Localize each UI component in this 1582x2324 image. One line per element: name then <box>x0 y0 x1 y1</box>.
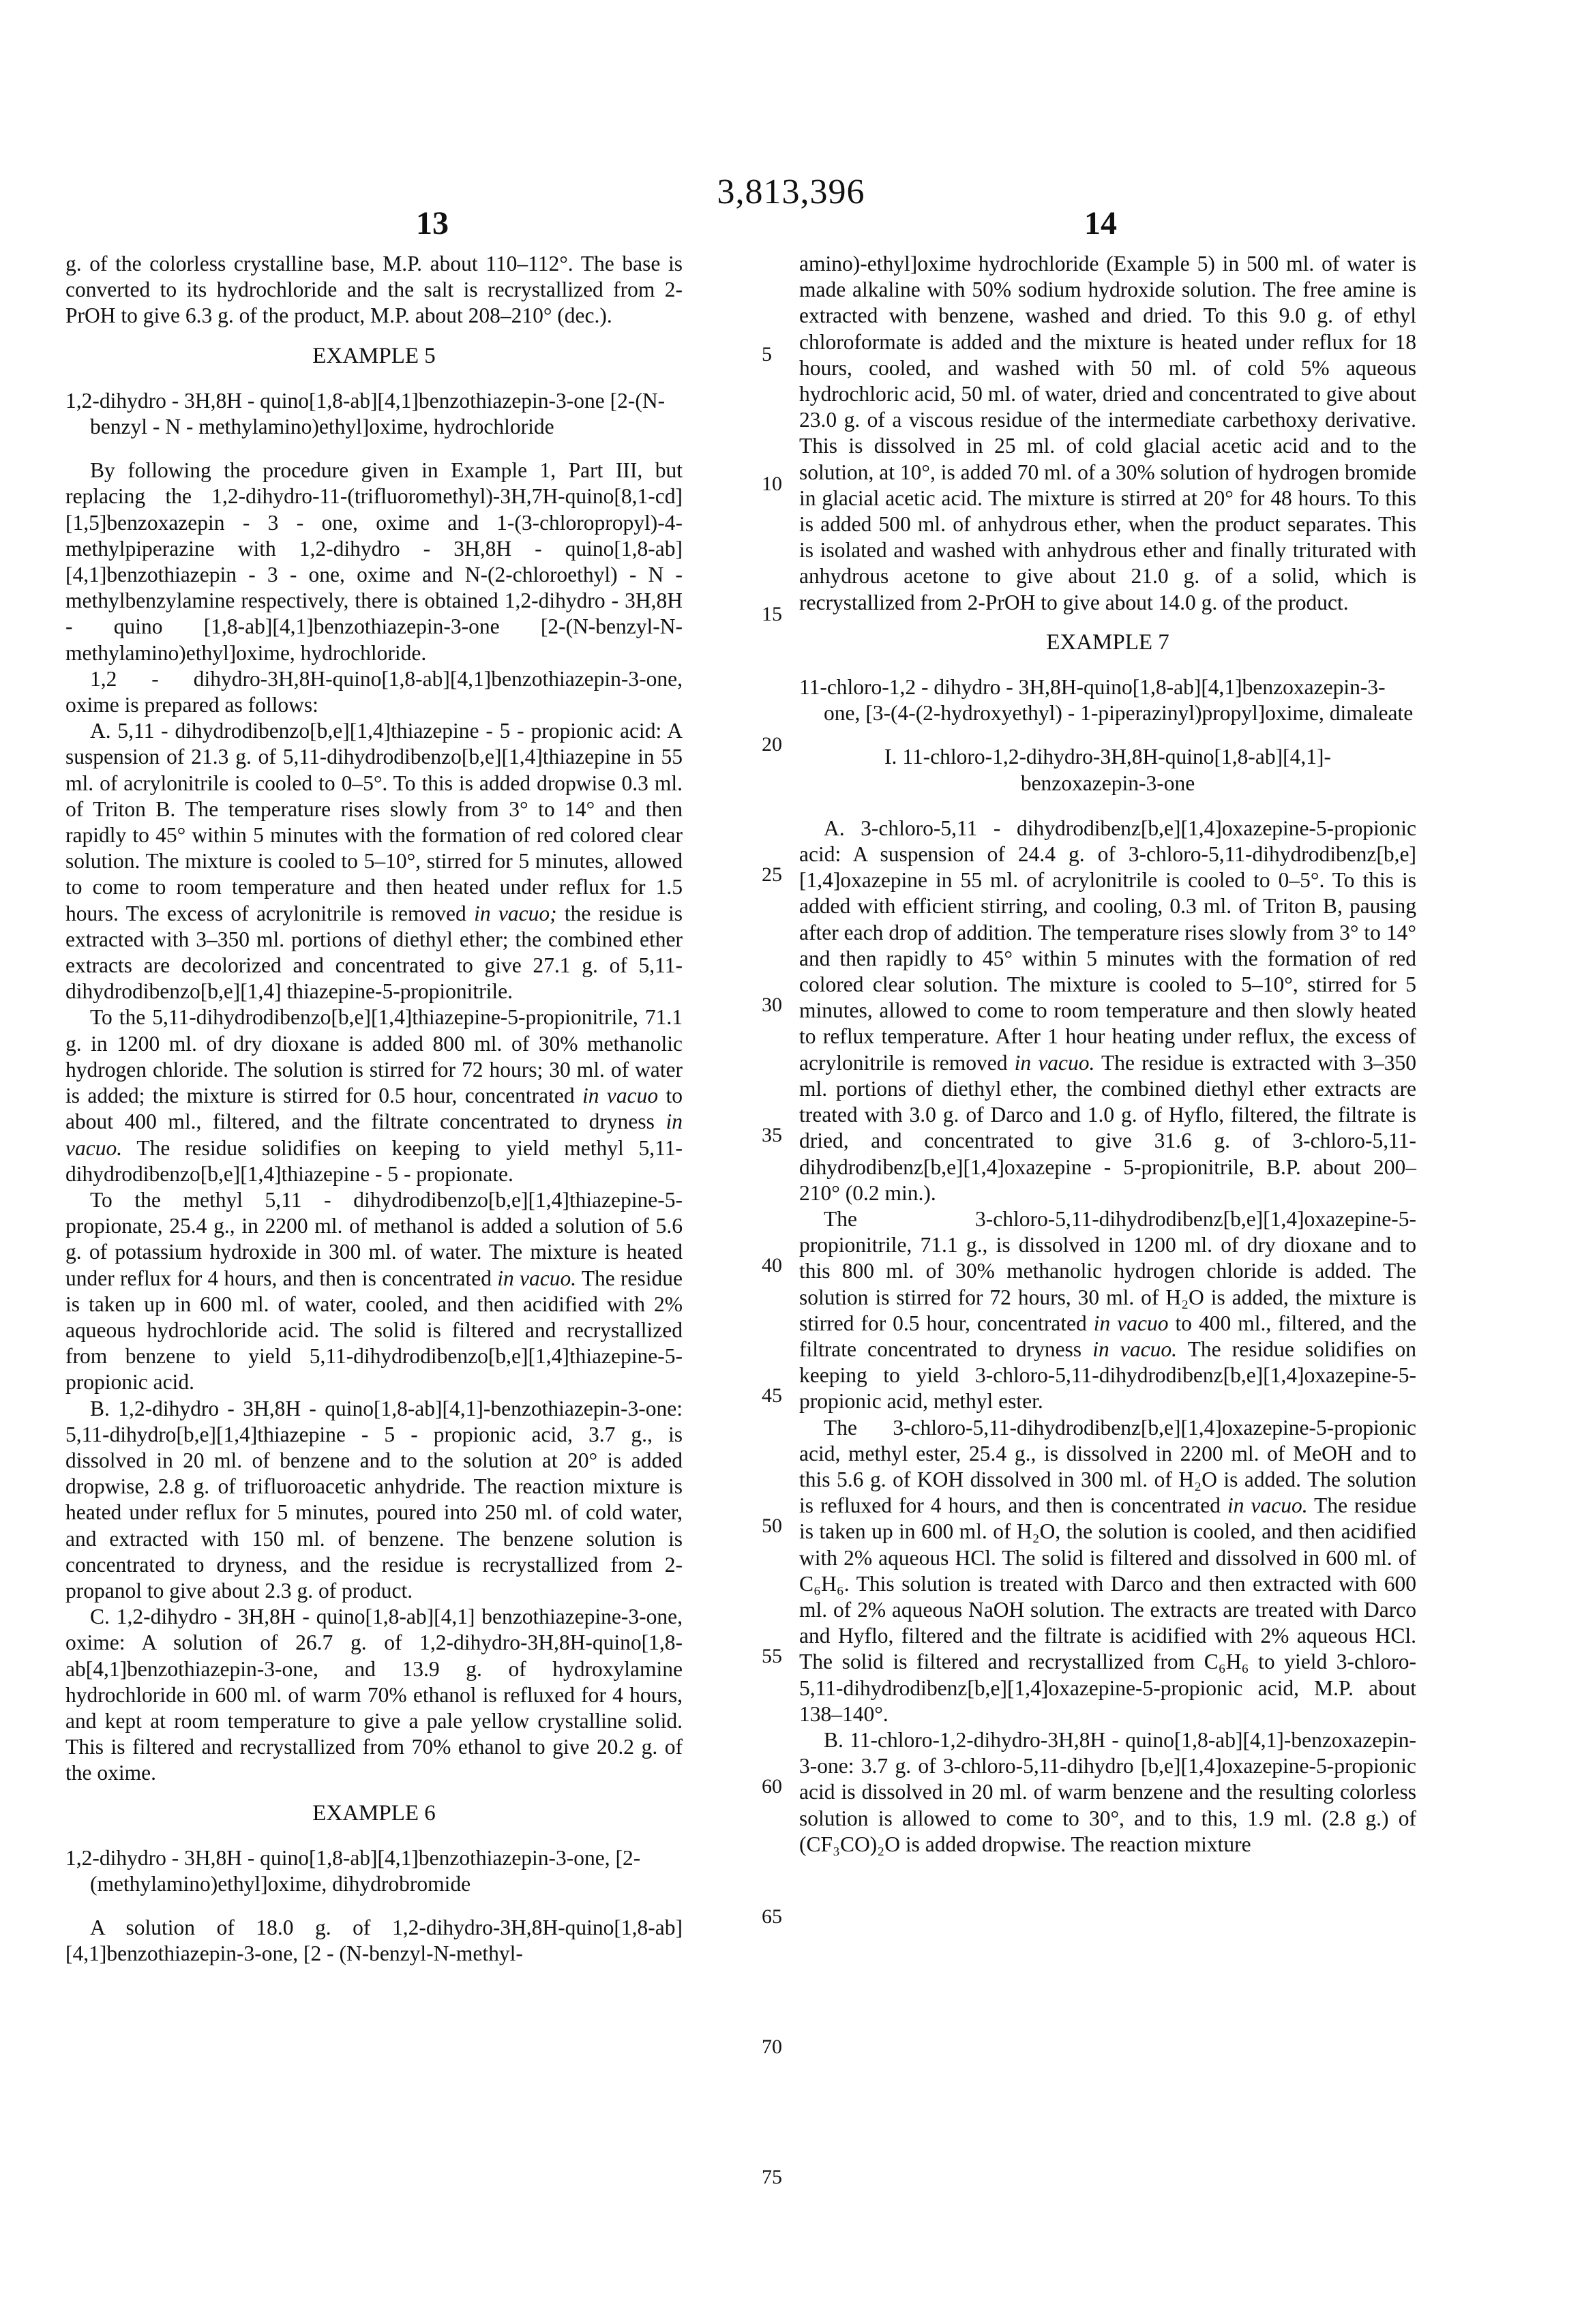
line-number: 75 <box>762 2166 782 2188</box>
paragraph: A solution of 18.0 g. of 1,2-dihydro-3H,8H-quino[1,8-ab][4,1]benzothiazepin-3-one, [2 - (N-benzyl-N-methyl- <box>65 1916 683 1966</box>
paragraph: B. 1,2-dihydro - 3H,8H - quino[1,8-ab][4,1]-benzothiazepin-3-one: 5,11-dihydro[b,e][1,4]thiazepine - 5 - propionic acid, 3.7 g., is dissolved in 20 ml. of benzene and to the solution at 20° is added dropwise, 2.8 g. of trifluoroacetic anhydride. The reaction mixture is heated under reflux for 5 minutes, poured into 250 ml. of cold water, and extracted with 150 ml. of benzene. The benzene solution is concentrated to dryness, and the residue is recrystallized from 2-propanol to give about 2.3 g. of product. <box>65 1396 683 1603</box>
column-number-left: 13 <box>416 205 449 241</box>
line-number: 65 <box>762 1905 782 1928</box>
paragraph <box>799 816 1416 1206</box>
paragraph: g. of the colorless crystalline base, M.P. about 110–112°. The base is converted to its hydrochloride and the salt is recrystallized from 2-PrOH to give 6.3 g. of the product, M.P. about 208–210° (dec.). <box>65 252 683 328</box>
line-number: 50 <box>762 1515 782 1537</box>
text-run: The residue solidifies on keeping to yield 3-chloro-5,11-dihydrodibenz[b,e][1,4]oxazepine-5-propionic acid, methyl ester. <box>799 1337 1417 1414</box>
italic-text: in vacuo <box>582 1084 659 1108</box>
example-5-heading: EXAMPLE 5 <box>312 343 436 368</box>
text-run: The residue is taken up in 600 ml. of H₂O, the solution is cooled, and then acidified with 2% aqueous HCl. The solid is filtered and dissolved in 600 ml. of C₆H₆. This solution is treated with Darco and then extracted with 600 ml. of 2% aqueous NaOH solution. The extracts are treated with Darco and Hyflo, filtered and the filtrate is acidified with 2% aqueous HCl. The solid is filtered and recrystallized from C₆H₆ to yield 3-chloro-5,11-dihydrodibenz[b,e][1,4]oxazepine-5-propionic acid, M.P. about 138–140°. <box>799 1493 1417 1726</box>
line-number: 20 <box>762 733 782 756</box>
italic-text: in vacuo. <box>1014 1050 1095 1075</box>
text-run: The residue solidifies on keeping to yield methyl 5,11-dihydrodibenzo[b,e][1,4]thiazepine - 5 - propionate. <box>65 1135 683 1186</box>
text-run: to about 400 ml., filtered, and the filtrate concentrated to dryness <box>65 1084 683 1134</box>
paragraph: 1,2 - dihydro-3H,8H-quino[1,8-ab][4,1]benzothiazepin-3-one, oxime is prepared as follows: <box>65 666 683 717</box>
line-number: 10 <box>762 473 782 495</box>
paragraph: C. 1,2-dihydro - 3H,8H - quino[1,8-ab][4,1] benzothiazepine-3-one, oxime: A solution of 26.7 g. of 1,2-dihydro-3H,8H-quino[1,8-ab[4,1]benzothiazepin-3-one, and 13.9 g. of hydroxylamine hydrochloride in 600 ml. of warm 70% ethanol is refluxed for 4 hours, and kept at room temperature to give a pale yellow crystalline solid. This is filtered and recrystallized from 70% ethanol to give 20.2 g. of the oxime. <box>65 1605 683 1785</box>
example-5-title: 1,2-dihydro - 3H,8H - quino[1,8-ab][4,1]benzothiazepin-3-one [2-(N-benzyl - N - methylamino)ethyl]oxime, hydrochloride <box>65 388 666 439</box>
part-1-heading: I. 11-chloro-1,2-dihydro-3H,8H-quino[1,8-ab][4,1]-benzoxazepin-3-one <box>884 745 1331 795</box>
paragraph: By following the procedure given in Example 1, Part III, but replacing the 1,2-dihydro-11-(trifluoromethyl)-3H,7H-quino[8,1-cd][1,5]benzoxazepin - 3 - one, oxime and 1-(3-chloropropyl)-4-methylpiperazine with 1,2-dihydro - 3H,8H - quino[1,8-ab][4,1]benzothiazepin - 3 - one, oxime and N-(2-chloroethyl) - N - methylbenzylamine respectively, there is obtained 1,2-dihydro - 3H,8H - quino [1,8-ab][4,1]benzothiazepin-3-one [2-(N-benzyl-N-methylamino)ethyl]oxime, hydrochloride. <box>65 458 683 665</box>
paragraph <box>799 1415 1416 1727</box>
paragraph: amino)-ethyl]oxime hydrochloride (Example 5) in 500 ml. of water is made alkaline with 50% sodium hydroxide solution. The free amine is extracted with benzene, washed and dried. To this 9.0 g. of ethyl chloroformate is added and the mixture is heated under reflux for 18 hours, cooled, and washed with 50 ml. of cold 5% aqueous hydrochloric acid, 50 ml. of water, dried and concentrated to give about 23.0 g. of a viscous residue of the intermediate carbethoxy derivative. This is dissolved in 25 ml. of cold glacial acetic acid and to the solution, at 10°, is added 70 ml. of a 30% solution of hydrogen bromide in glacial acetic acid. The mixture is stirred at 20° for 48 hours. To this is added 500 ml. of anhydrous ether, when the product separates. This is isolated and washed with anhydrous ether and finally triturated with anhydrous acetone to give about 21.0 g. of a solid, which is recrystallized from 2-PrOH to give about 14.0 g. of the product. <box>799 252 1416 614</box>
example-6-heading: EXAMPLE 6 <box>312 1800 436 1826</box>
line-number: 55 <box>762 1645 782 1667</box>
text-run: To the 5,11-dihydrodibenzo[b,e][1,4]thiazepine-5-propionitrile, 71.1 g. in 1200 ml. of dry dioxane is added 800 ml. of 30% methanolic hydrogen chloride. The solution is stirred for 72 hours; 30 ml. of water is added; the mixture is stirred for 0.5 hour, concentrated <box>65 1005 683 1108</box>
paragraph <box>65 1004 683 1187</box>
line-number: 5 <box>762 343 772 366</box>
text-run: The 3-chloro-5,11-dihydrodibenz[b,e][1,4]oxazepine-5-propionic acid, methyl ester, 25.4 g., is dissolved in 2200 ml. of MeOH and to this 5.6 g. of KOH dissolved in 300 ml. of H₂O is added. The solution is refluxed for 4 hours, and then is concentrated <box>799 1415 1416 1518</box>
column-number-right: 14 <box>1084 205 1117 241</box>
text-run: To the methyl 5,11 - dihydrodibenzo[b,e][1,4]thiazepine-5-propionate, 25.4 g., in 2200 ml. of methanol is added a solution of 5.6 g. of potassium hydroxide in 300 ml. of water. The mixture is heated under reflux for 4 hours, and then is concentrated <box>65 1187 683 1290</box>
italic-text: in vacuo; <box>474 901 557 925</box>
patent-number: 3,813,396 <box>717 173 865 211</box>
line-number: 35 <box>762 1124 782 1146</box>
italic-text: in vacuo. <box>1227 1493 1308 1518</box>
text-run: to 400 ml., filtered, and the filtrate concentrated to dryness <box>799 1311 1417 1361</box>
italic-text: in vacuo. <box>1092 1337 1177 1361</box>
example-6-title: 1,2-dihydro - 3H,8H - quino[1,8-ab][4,1]benzothiazepin-3-one, [2-(methylamino)ethyl]oxime, dihydrobromide <box>65 1845 641 1896</box>
line-number: 30 <box>762 994 782 1016</box>
text-run: A. 5,11 - dihydrodibenzo[b,e][1,4]thiazepine - 5 - propionic acid: A suspension of 21.3 g. of 5,11-dihydrodibenzo[b,e][1,4]thiazepine in 55 ml. of acrylonitrile is cooled to 0–5°. To this is added dropwise 0.3 ml. of Triton B. The temperature rises slowly from 3° to 14° and then rapidly to 45° within 5 minutes with the formation of red colored clear solution. The mixture is cooled to 5–10°, stirred for 5 minutes, allowed to come to room temperature and then heated under reflux for 1.5 hours. The excess of acrylonitrile is removed <box>65 719 683 925</box>
paragraph <box>65 718 683 1004</box>
right-column <box>799 251 1416 1858</box>
text-run: A. 3-chloro-5,11 - dihydrodibenz[b,e][1,4]oxazepine-5-propionic acid: A suspension of 24.4 g. of 3-chloro-5,11-dihydrodibenz[b,e][1,4]oxazepine in 55 ml. of acrylonitrile is cooled to 0–5°. To this is added with efficient stirring, and cooling, 0.3 ml. of Triton B, pausing after each drop of addition. The temperature rises slowly from 3° to 14° and then rapidly to 45° within 5 minutes with the formation of red colored clear solution. The mixture is cooled to 5–10°, stirred for 5 minutes, allowed to come to room temperature and then slowly heated to reflux temperature. After 1 hour heating under reflux, the excess of acrylonitrile is removed <box>799 816 1416 1075</box>
line-number: 25 <box>762 863 782 886</box>
line-number: 60 <box>762 1775 782 1798</box>
line-number: 45 <box>762 1384 782 1407</box>
example-7-title: 11-chloro-1,2 - dihydro - 3H,8H-quino[1,8-ab][4,1]benzoxazepin-3-one, [3-(4-(2-hydroxyethyl) - 1-piperazinyl)propyl]oxime, dimaleate <box>799 675 1414 726</box>
left-column <box>65 251 683 1967</box>
text-run: the residue is extracted with 3–350 ml. portions of diethyl ether; the combined ether extracts are decolorized and concentrated to give 27.1 g. of 5,11-dihydrodibenzo[b,e][1,4] thiazepine-5-propionitrile. <box>65 901 683 1004</box>
italic-text: in vacuo. <box>497 1266 577 1290</box>
paragraph <box>799 1206 1416 1415</box>
italic-text: in vacuo <box>1093 1311 1169 1335</box>
example-7-heading: EXAMPLE 7 <box>1046 629 1169 655</box>
paragraph: B. 11-chloro-1,2-dihydro-3H,8H - quino[1,8-ab][4,1]-benzoxazepin-3-one: 3.7 g. of 3-chloro-5,11-dihydro [b,e][1,4]oxazepine-5-propionic acid is dissolved in 20 ml. of warm benzene and the resulting colorless solution is allowed to come to 30°, and to this, 1.9 ml. (2.8 g.) of (CF₃CO)₂O is added dropwise. The reaction mixture <box>799 1727 1416 1856</box>
line-number: 40 <box>762 1254 782 1277</box>
text-run: The 3-chloro-5,11-dihydrodibenz[b,e][1,4]oxazepine-5-propionitrile, 71.1 g., is dissolved in 1200 ml. of dry dioxane and to this 800 ml. of 30% methanolic hydrogen chloride is added. The solution is stirred for 72 hours, 30 ml. of H₂O is added, the mixture is stirred for 0.5 hour, concentrated <box>799 1206 1416 1335</box>
line-number: 70 <box>762 2036 782 2058</box>
italic-text: in vacuo. <box>65 1109 683 1160</box>
text-run: The residue is extracted with 3–350 ml. portions of diethyl ether, the combined diethyl ether extracts are treated with 3.0 g. of Darco and 1.0 g. of Hyflo, filtered, the filtrate is dried, and concentrated to give 31.6 g. of 3-chloro-5,11-dihydrodibenz[b,e][1,4]oxazepine - 5-propionitrile, B.P. about 200–210° (0.2 min.). <box>799 1050 1416 1205</box>
text-run: The residue is taken up in 600 ml. of water, cooled, and then acidified with 2% aqueous hydrochloride acid. The solid is filtered and recrystallized from benzene to yield 5,11-dihydrodibenzo[b,e][1,4]thiazepine-5-propionic acid. <box>65 1266 683 1395</box>
line-number: 15 <box>762 603 782 625</box>
paragraph <box>65 1187 683 1396</box>
